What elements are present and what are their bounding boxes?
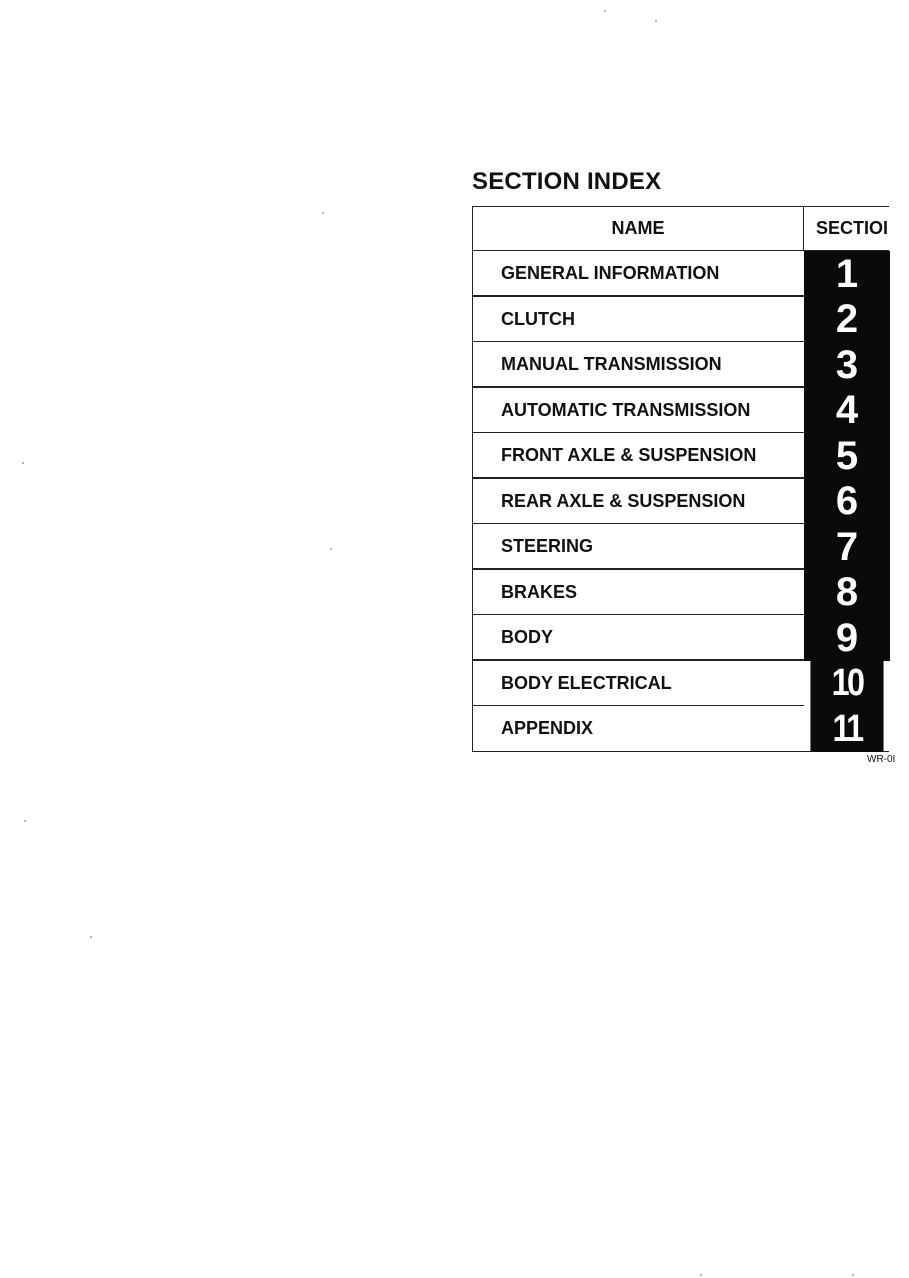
scan-speck: [322, 212, 324, 214]
section-row-general-information[interactable]: [473, 251, 889, 297]
section-row-front-axle-suspension[interactable]: [473, 433, 889, 479]
section-number-tab[interactable]: 1: [804, 251, 890, 297]
section-number-tab[interactable]: 2: [804, 297, 890, 343]
header-name-cell: NAME: [473, 207, 804, 250]
section-row-rear-axle-suspension[interactable]: [473, 479, 889, 525]
section-row-manual-transmission[interactable]: [473, 342, 889, 388]
section-number-tab[interactable]: 6: [804, 479, 890, 525]
section-name: BODY ELECTRICAL: [501, 672, 672, 693]
section-number-tab[interactable]: 8: [804, 570, 890, 616]
section-row-automatic-transmission[interactable]: [473, 388, 889, 434]
section-number-tab[interactable]: 4: [804, 388, 890, 434]
table-header-row: [473, 207, 889, 251]
section-number-tab[interactable]: 3: [804, 342, 890, 388]
section-name: BRAKES: [501, 581, 578, 602]
section-name: FRONT AXLE & SUSPENSION: [501, 445, 757, 466]
section-name: AUTOMATIC TRANSMISSION: [501, 399, 751, 420]
section-number-tab[interactable]: 11: [810, 706, 883, 752]
section-index-table: [472, 206, 889, 752]
section-name: REAR AXLE & SUSPENSION: [501, 490, 746, 511]
section-row-body[interactable]: [473, 615, 889, 661]
section-number-tab[interactable]: 9: [804, 615, 890, 661]
section-row-body-electrical[interactable]: [473, 661, 889, 707]
section-number-tab[interactable]: 7: [804, 524, 890, 570]
section-row-clutch[interactable]: [473, 297, 889, 343]
scan-speck: [22, 462, 24, 464]
scan-speck: [330, 548, 332, 550]
scan-speck: [655, 20, 657, 22]
section-name: BODY: [501, 627, 554, 648]
footer-code: WR-0I: [867, 754, 896, 765]
section-row-appendix[interactable]: [473, 706, 889, 752]
section-name: STEERING: [501, 536, 594, 557]
scan-speck: [700, 1274, 702, 1276]
scan-speck: [604, 10, 606, 12]
scan-speck: [852, 1274, 854, 1276]
section-name: APPENDIX: [501, 718, 594, 739]
section-name: GENERAL INFORMATION: [501, 263, 720, 284]
page-title: SECTION INDEX: [472, 168, 662, 195]
section-name: MANUAL TRANSMISSION: [501, 354, 722, 375]
section-row-brakes[interactable]: [473, 570, 889, 616]
section-row-steering[interactable]: [473, 524, 889, 570]
scan-speck: [90, 936, 92, 938]
scan-speck: [24, 820, 26, 822]
section-number-tab[interactable]: 5: [804, 433, 890, 479]
section-number-tab[interactable]: 10: [810, 661, 883, 707]
section-name: CLUTCH: [501, 308, 575, 329]
header-section-cell: SECTIOI: [816, 218, 889, 238]
